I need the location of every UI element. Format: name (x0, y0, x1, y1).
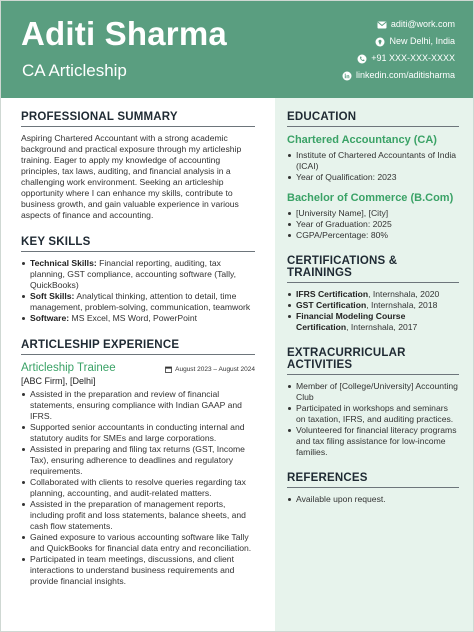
contact-linkedin[interactable] (342, 67, 455, 84)
job-header (21, 361, 255, 375)
skill-item (21, 258, 255, 291)
degree-details (287, 150, 459, 183)
contact-phone-text: +91 XXX-XXX-XXXX (371, 53, 455, 63)
degree-name: Chartered Accountancy (CA) (287, 134, 437, 146)
summary-heading: PROFESSIONAL SUMMARY (21, 111, 255, 127)
skill-label: Technical Skills: (30, 258, 97, 268)
certification-name: GST Certification (296, 300, 367, 310)
certification-item (287, 300, 459, 311)
certification-item (287, 311, 459, 333)
skill-item (21, 291, 255, 313)
extracurricular-heading: EXTRACURRICULAR ACTIVITIES (287, 347, 459, 375)
certification-source: , Internshala, 2018 (366, 300, 438, 310)
certifications-list (287, 289, 459, 333)
experience-heading: ARTICLESHIP EXPERIENCE (21, 339, 255, 355)
contact-linkedin-text: linkedin.com/aditisharma (355, 70, 455, 80)
degree-detail: Institute of Chartered Accountants of India (ICAI) (287, 150, 459, 172)
degree-detail: CGPA/Percentage: 80% (287, 230, 459, 241)
extracurricular-item: Participated in workshops and seminars on taxation, IFRS, and auditing practices. (287, 403, 459, 425)
experience-item: Participated in team meetings, discussions, and client interactions to understand business requirements and provide financial insights. (21, 554, 255, 587)
skill-text: MS Excel, MS Word, PowerPoint (69, 313, 197, 323)
certification-name: IFRS Certification (296, 289, 369, 299)
experience-item: Collaborated with clients to resolve queries regarding tax planning, accounting, and audit-related matters. (21, 477, 255, 499)
degree-detail: [University Name], [City] (287, 208, 459, 219)
experience-item: Assisted in preparing and filing tax returns (GST, Income Tax), ensuring adherence to deadlines and regulatory requirements. (21, 444, 255, 477)
certification-source: , Internshala, 2017 (346, 322, 418, 332)
certification-item (287, 289, 459, 300)
skill-text: Analytical thinking, attention to detail, time management, problem-solving, communication, teamwork (30, 291, 251, 312)
experience-item: Assisted in the preparation of management reports, including profit and loss statements, balance sheets, and cash flow statements. (21, 499, 255, 532)
skills-list (21, 258, 255, 324)
right-column (287, 111, 459, 505)
experience-item: Assisted in the preparation and review of financial statements, ensuring compliance with Indian GAAP and IFRS. (21, 389, 255, 422)
skill-label: Software: (30, 313, 70, 323)
calendar-icon (165, 366, 172, 373)
contact-email-text: aditi@work.com (390, 19, 455, 29)
certifications-heading: CERTIFICATIONS & TRAININGS (287, 255, 459, 283)
certification-source: , Internshala, 2020 (368, 289, 440, 299)
degree-name: Bachelor of Commerce (B.Com) (287, 192, 454, 204)
degree-detail: Year of Qualification: 2023 (287, 172, 459, 183)
experience-item: Gained exposure to various accounting software like Tally and QuickBooks for financial data entry and reconciliation. (21, 532, 255, 554)
linkedin-icon (342, 71, 352, 81)
skill-item (21, 313, 255, 324)
candidate-name: Aditi Sharma (21, 15, 227, 52)
email-icon (377, 20, 387, 30)
header-banner (1, 1, 473, 98)
job-dates-text: August 2023 – August 2024 (175, 366, 255, 373)
reference-item: Available upon request. (287, 494, 459, 505)
certification-name: Financial Modeling Course Certification (296, 311, 406, 332)
contact-phone[interactable] (342, 50, 455, 67)
left-column (21, 111, 255, 587)
references-heading: REFERENCES (287, 472, 459, 488)
phone-icon (357, 54, 367, 64)
contact-location-text: New Delhi, India (389, 36, 455, 46)
location-icon (375, 37, 385, 47)
job-company: [ABC Firm], [Delhi] (21, 376, 96, 386)
experience-list (21, 389, 255, 587)
skill-label: Soft Skills: (30, 291, 75, 301)
references-list (287, 494, 459, 505)
education-heading: EDUCATION (287, 111, 459, 127)
skills-heading: KEY SKILLS (21, 236, 255, 252)
extracurricular-item: Member of [College/University] Accounting Club (287, 381, 459, 403)
candidate-role: CA Articleship (22, 61, 127, 80)
job-title: Articleship Trainee (21, 362, 116, 374)
extracurricular-list (287, 381, 459, 458)
contact-list (342, 16, 455, 84)
extracurricular-item: Volunteered for financial literacy programs and tax filing assistance for low-income families. (287, 425, 459, 458)
skill-text: Financial reporting, auditing, tax planning, GST compliance, accounting software (Tally, QuickBooks) (30, 258, 237, 290)
degree-details (287, 208, 459, 241)
job-dates (165, 366, 255, 375)
degree-detail: Year of Graduation: 2025 (287, 219, 459, 230)
contact-email[interactable] (342, 16, 455, 33)
summary-text: Aspiring Chartered Accountant with a strong academic background and practical exposure through my articleship training. Eager to apply my knowledge of accounting principles, tax laws, auditing, and financial analysis in a challenging work environment. Seeking an articleship opportunity where I can enhance my skills, contribute to business growth, and gain valuable experience in various aspects of finance and accounting. (21, 133, 242, 220)
contact-location (342, 33, 455, 50)
experience-item: Supported senior accountants in conducting internal and statutory audits for SMEs and large corporations. (21, 422, 255, 444)
